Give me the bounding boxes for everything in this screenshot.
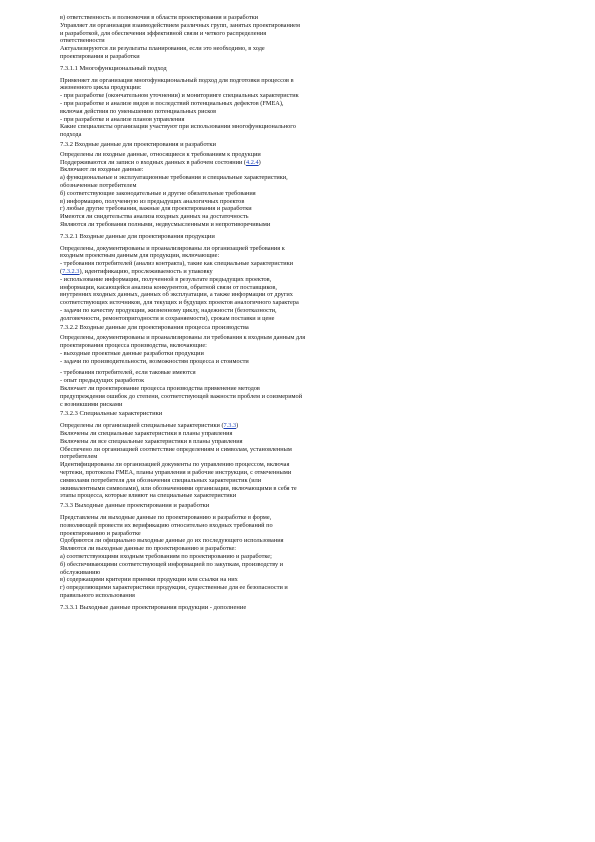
text-line: а) соответствующими входным требованиям по проектированию и разработке; <box>60 553 272 560</box>
text-fragment: Определены ли организацией специальные характеристики ( <box>60 422 224 430</box>
text-line: информации, касающейся анализа конкурентов, обратной связи от поставщиков, <box>60 283 277 291</box>
text-line: в) содержащими критерии приемки продукции или ссылки на них <box>60 576 238 584</box>
reference-link[interactable]: 7.3.2.3 <box>62 267 80 275</box>
text-line: символами потребителя для обозначения специальных характеристик (или <box>60 476 262 484</box>
text-line: проектированию и разработке <box>60 529 141 537</box>
section-heading: 7.3.2.1 Входные данные для проектирования продукции <box>60 232 215 240</box>
text-line: Имеются ли свидетельства анализа входных данных на достаточность <box>60 213 249 221</box>
reference-link[interactable]: 4.2.4 <box>246 158 259 166</box>
text-line: в) информацию, полученную из предыдущих аналогичных проектов <box>60 197 245 205</box>
section-heading: 7.3.2 Входные данные для проектирования и разработки <box>60 140 216 148</box>
text-line: Представлены ли выходные данные по проектированию и разработке в форме, <box>60 514 272 522</box>
reference-link[interactable]: 7.3.3 <box>223 422 237 430</box>
text-line: Определены, документированы и проанализированы ли организацией требования к <box>60 244 285 252</box>
text-line: чертежи, протоколы FMEA, планы управления и рабочие инструкции, с отмеченными <box>60 469 292 477</box>
text-line: этапы процесса, которые влияют на специальные характеристики <box>60 492 237 500</box>
text-line: проектирования процесса производства, включающие: <box>60 342 207 350</box>
text-line: - при разработке и анализе планов управления <box>60 115 185 123</box>
text-line: а) функциональные и эксплуатационные требования и специальные характеристики, <box>60 174 288 182</box>
text-line: Определены ли входные данные, относящиеся к требованиям к продукции <box>60 150 261 158</box>
text-line: б) соответствующие законодательные и другие обязательные требования <box>60 189 256 197</box>
text-line: г) любые другие требования, важные для проектирования и разработки <box>60 205 252 213</box>
text-line: ответственности <box>60 37 105 45</box>
text-line: г) определяющими характеристики продукции, существенные для ее безопасности и <box>60 584 288 592</box>
text-line: Включают ли входные данные: <box>60 166 144 174</box>
text-line: жизненного цикла продукции: <box>60 84 142 92</box>
section-heading: 7.3.1.1 Многофункциональный подход <box>60 64 167 72</box>
text-line: правильного использования <box>60 591 135 599</box>
text-line <box>60 422 535 430</box>
text-line: Обеспечено ли организацией соответствие определениям и символам, установленным <box>60 445 292 453</box>
text-line: Являются ли требования полными, недвусмысленными и непротиворечивыми <box>60 220 271 228</box>
text-line: б) обеспечивающими соответствующей информацией по закупкам, производству и <box>60 560 284 568</box>
text-line: - опыт предыдущих разработок <box>60 377 145 385</box>
text-line: потребителем <box>60 453 98 461</box>
text-line: - требования потребителей (анализ контракта), такие как специальные характеристики <box>60 260 293 268</box>
text-fragment: ) <box>258 158 261 166</box>
text-line: Включает ли проектирование процесса производства применение методов <box>60 385 260 393</box>
section-heading: 7.3.2.3 Специальные характеристики <box>60 410 163 418</box>
text-line: - при разработке (окончательном уточнении) и мониторинге специальных характеристик <box>60 92 299 100</box>
text-line: включая действия по уменьшению потенциальных рисков <box>60 107 217 115</box>
text-line: Включены ли специальные характеристики в планы управления <box>60 430 233 438</box>
text-line: подхода <box>60 131 82 139</box>
text-line: и разработкой, для обеспечения эффективной связи и четкого распределения <box>60 29 267 37</box>
text-line: Управляет ли организация взаимодействием различных групп, занятых проектированием <box>60 21 300 29</box>
text-line: обслуживанию <box>60 568 101 576</box>
text-line: проектирования и разработки <box>60 52 140 60</box>
text-line: - задачи по производительности, возможностям процесса и стоимости <box>60 357 249 365</box>
text-line: Актуализируются ли результаты планирования, если это необходимо, в ходе <box>60 45 265 53</box>
text-fragment: Поддерживаются ли записи о входных данных в рабочем состоянии ( <box>60 158 247 166</box>
text-line: Определены, документированы и проанализированы ли требования к входным данным для <box>60 334 306 342</box>
text-line: долговечности, ремонтопригодности и сохраняемости), срокам поставки и цене <box>60 314 275 322</box>
text-fragment: ), идентификацию, прослеживаемость и упаковку <box>79 267 213 275</box>
text-line: Идентифицированы ли организацией документы по управлению процессом, включая <box>60 461 290 469</box>
text-line: - требования потребителей, если таковые имеются <box>60 369 196 377</box>
section-heading: 7.3.3 Выходные данные проектирования и разработки <box>60 502 210 510</box>
text-line: Применяет ли организация многофункциональный подход для подготовки процессов в <box>60 76 294 84</box>
text-line: эквивалентными символами), или обозначениями организации, включающими в себя те <box>60 484 297 492</box>
text-line: - задачи по качеству продукции, жизненному циклу, надежности (безотказности, <box>60 306 277 314</box>
text-line: Одобряются ли официально выходные данные до их последующего использования <box>60 537 284 545</box>
text-line: (7.3.2.3), идентификацию, прослеживаемость и упаковку <box>60 267 213 275</box>
text-line <box>60 159 535 167</box>
text-line: предупреждения ошибок до степени, соответствующей важности проблем и соизмеримой <box>60 392 303 400</box>
text-line: входным проектным данным для продукции, включающие: <box>60 252 220 260</box>
text-line: Являются ли выходные данные по проектированию и разработке: <box>60 545 237 553</box>
text-fragment: ) <box>236 422 239 430</box>
text-line: обозначенные потребителем <box>60 181 137 189</box>
text-line: позволяющей провести их верификацию относительно входных требований по <box>60 521 273 529</box>
text-line: - использование информации, полученной в результате предыдущих проектов, <box>60 275 272 283</box>
text-line: с возникшими рисками <box>60 400 123 408</box>
section-heading: 7.3.2.2 Входные данные для проектирования процесса производства <box>60 324 249 332</box>
text-line: Включены ли все специальные характеристики в планы управления <box>60 437 243 445</box>
text-line: соответствующих источников, для текущих и будущих проектов аналогичного характера <box>60 299 299 307</box>
text-line: - при разработке и анализе видов и последствий потенциальных дефектов (FMEA), <box>60 99 284 107</box>
text-line: в) ответственность и полномочия в области проектирования и разработки <box>60 14 259 21</box>
section-heading: 7.3.3.1 Выходные данные проектирования продукции - дополнение <box>60 603 247 611</box>
text-line: Какие специалисты организации участвуют при использовании многофункционального <box>60 123 296 131</box>
text-line: - выходные проектные данные разработки продукции <box>60 349 204 357</box>
text-line: внутренних входных данных, данных об эксплуатации, а также информации от других <box>60 291 293 299</box>
